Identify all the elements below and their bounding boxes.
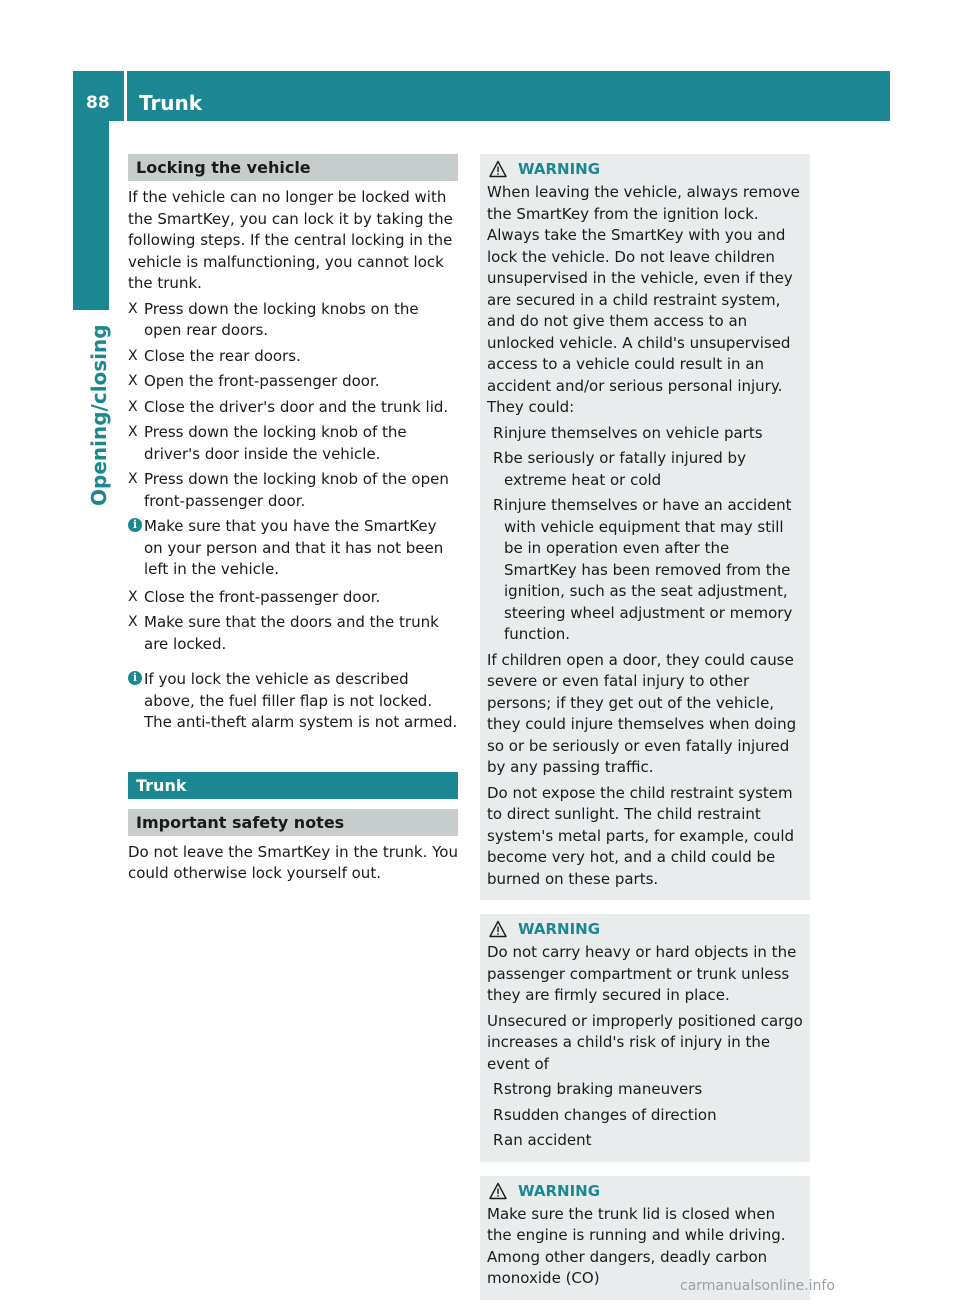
info-note: i If you lock the vehicle as described above, the fuel filler flap is not locked. The anti-theft alarm system is not armed. bbox=[128, 669, 458, 734]
page-number: 88 bbox=[86, 93, 110, 113]
step-item: X Close the driver's door and the trunk lid. bbox=[128, 397, 458, 419]
list-item: R injure themselves on vehicle parts bbox=[487, 423, 803, 445]
info-icon: i bbox=[128, 671, 142, 685]
step-item: X Press down the locking knobs on the open rear doors. bbox=[128, 299, 419, 339]
locking-intro: If the vehicle can no longer be locked with the SmartKey, you can lock it by taking the following steps. If the central locking in the vehicle is malfunctioning, you cannot lock the trunk. bbox=[128, 188, 453, 292]
header-title: Trunk bbox=[139, 91, 203, 115]
header-divider bbox=[124, 71, 127, 121]
info-note: i Make sure that you have the SmartKey on your person and that it has not been left in the vehicle. bbox=[128, 516, 458, 581]
step-item: X Press down the locking knob of the driver's door inside the vehicle. bbox=[128, 423, 407, 463]
left-column bbox=[128, 154, 458, 889]
step-marker-icon: X bbox=[128, 588, 138, 605]
step-item: X Close the front-passenger door. bbox=[128, 587, 458, 609]
step-item: X Press down the locking knob of the open front-passenger door. bbox=[128, 470, 449, 510]
warning-text: When leaving the vehicle, always remove the SmartKey from the ignition lock. Always take the SmartKey with you and lock the vehicle. Do not leave children unsupervised in the vehicle, even if they are secured in a child restraint system, and do not give them access to an unlocked vehicle. A child's unsupervised access to a vehicle could result in an accident and/or serious personal injury. They could: bbox=[487, 183, 800, 416]
warning-bullets bbox=[487, 423, 803, 646]
step-marker-icon: X bbox=[128, 614, 138, 630]
warning-text: Do not expose the child restraint system to direct sunlight. The child restraint system's metal parts, for example, could become very hot, and a child could be burned on these parts. bbox=[487, 783, 795, 888]
step-item: X Make sure that the doors and the trunk are locked. bbox=[128, 613, 439, 653]
locking-steps-2 bbox=[128, 587, 458, 656]
bullet-marker-icon: R bbox=[493, 1105, 504, 1124]
bullet-marker-icon: R bbox=[493, 1131, 504, 1149]
info-icon: i bbox=[128, 518, 142, 532]
list-item: R injure themselves or have an accident with vehicle equipment that may still be in operation even after the SmartKey has been removed from the ignition, such as the seat adjustment, steering wheel adjustment or memory function. bbox=[493, 496, 793, 643]
bullet-marker-icon: R bbox=[493, 423, 504, 442]
list-item: R sudden changes of direction bbox=[487, 1105, 803, 1127]
warning-bullets bbox=[487, 1079, 803, 1152]
warning-triangle-icon bbox=[489, 920, 507, 938]
warning-box-cargo bbox=[480, 914, 810, 1162]
side-label: Opening/closing bbox=[87, 324, 111, 506]
list-item: R strong braking maneuvers bbox=[487, 1079, 803, 1101]
right-column bbox=[480, 154, 810, 1314]
warning-triangle-icon bbox=[489, 160, 507, 178]
warning-text: Unsecured or improperly positioned cargo increases a child's risk of injury in the event of bbox=[487, 1011, 803, 1073]
warning-title: WARNING bbox=[487, 158, 803, 180]
watermark: carmanualsonline.info bbox=[680, 1278, 835, 1294]
step-item: X Close the rear doors. bbox=[128, 346, 458, 368]
warning-text: If children open a door, they could cause severe or even fatal injury to other persons; if they get out of the vehicle, they could injure themselves when doing so or be seriously or even fatally injured by any passing traffic. bbox=[487, 650, 797, 776]
step-marker-icon: X bbox=[128, 347, 138, 364]
step-marker-icon: X bbox=[128, 373, 138, 389]
warning-title: WARNING bbox=[487, 1180, 803, 1202]
step-marker-icon: X bbox=[128, 471, 138, 487]
step-marker-icon: X bbox=[128, 424, 138, 440]
side-tab bbox=[73, 121, 109, 310]
bullet-marker-icon: R bbox=[493, 449, 504, 467]
step-marker-icon: X bbox=[128, 398, 138, 415]
bullet-marker-icon: R bbox=[493, 496, 504, 514]
locking-steps bbox=[128, 299, 458, 513]
warning-text: Make sure the trunk lid is closed when the engine is running and while driving. Among other dangers, deadly carbon monoxide (CO) bbox=[487, 1204, 786, 1287]
trunk-heading: Trunk bbox=[128, 772, 458, 799]
step-marker-icon: X bbox=[128, 300, 138, 317]
warning-triangle-icon bbox=[489, 1182, 507, 1200]
list-item: R be seriously or fatally injured by extreme heat or cold bbox=[493, 449, 746, 489]
step-item: X Open the front-passenger door. bbox=[128, 371, 458, 393]
locking-heading: Locking the vehicle bbox=[128, 154, 458, 181]
warning-box-children bbox=[480, 154, 810, 900]
bullet-marker-icon: R bbox=[493, 1080, 504, 1098]
safety-heading: Important safety notes bbox=[128, 809, 458, 836]
warning-title: WARNING bbox=[487, 918, 803, 940]
safety-text: Do not leave the SmartKey in the trunk. You could otherwise lock yourself out. bbox=[128, 842, 458, 882]
warning-text: Do not carry heavy or hard objects in the passenger compartment or trunk unless they are firmly secured in place. bbox=[487, 943, 797, 1004]
list-item: R an accident bbox=[487, 1130, 803, 1152]
